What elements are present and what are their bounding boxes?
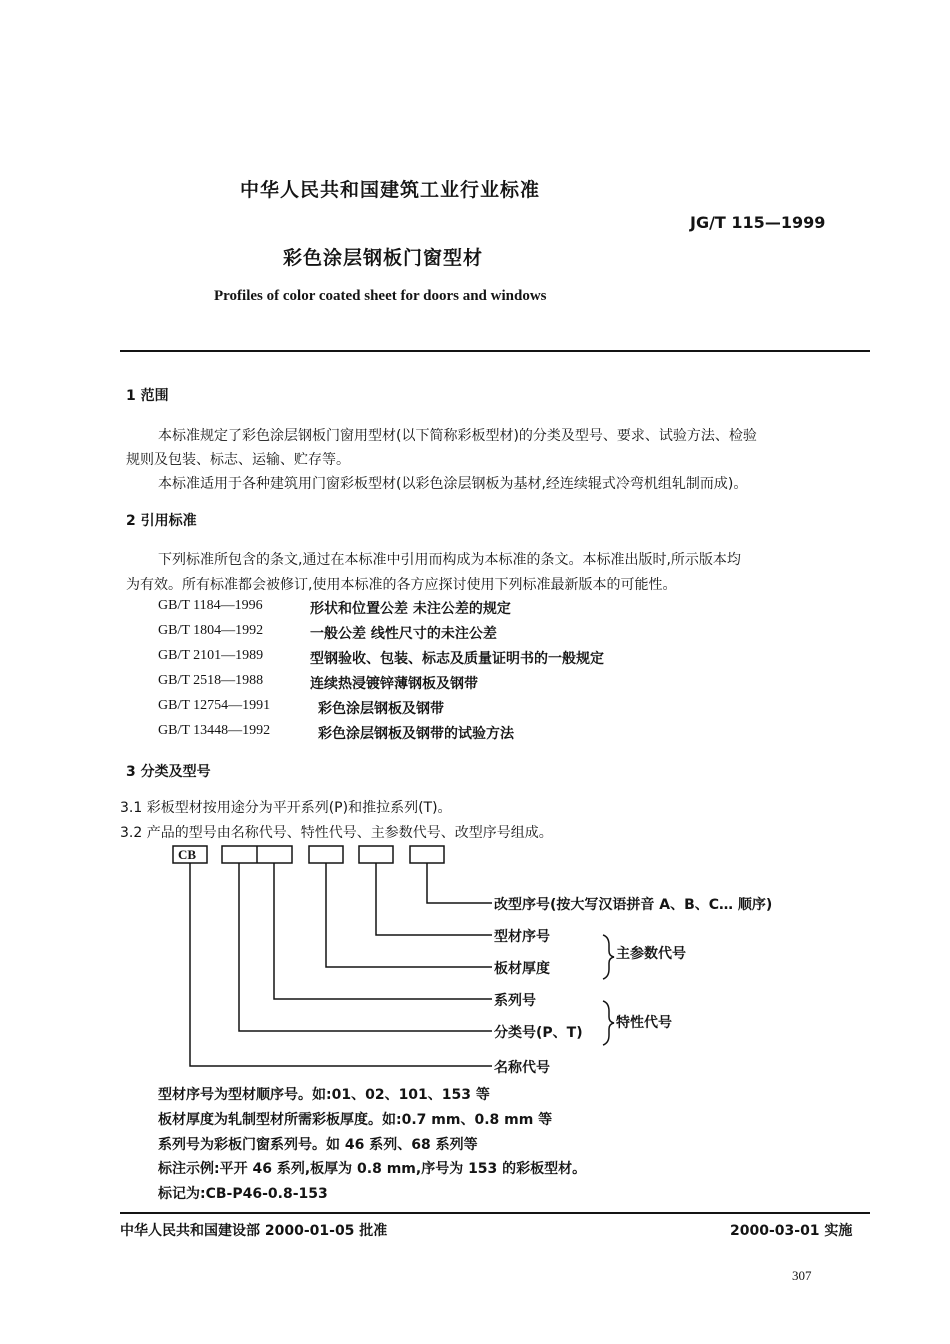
- english-title: Profiles of color coated sheet for doors and windows: [214, 288, 547, 304]
- section-1-para2: 本标准适用于各种建筑用门窗彩板型材(以彩色涂层钢板为基材,经连续辊式冷弯机组轧制而成)。: [158, 476, 748, 492]
- modification-box: [410, 846, 444, 863]
- document-title: 彩色涂层钢板门窗型材: [283, 247, 484, 269]
- section-1-heading: 1 范围: [126, 388, 169, 404]
- section-1-para1-line1: 本标准规定了彩色涂层钢板门窗用型材(以下简称彩板型材)的分类及型号、要求、试验方法、检验: [158, 428, 757, 444]
- cb-box-label: CB: [178, 847, 197, 862]
- ref-code: GB/T 1804—1992: [158, 623, 264, 638]
- note-line: 系列号为彩板门窗系列号。如 46 系列、68 系列等: [158, 1137, 478, 1153]
- ref-code: GB/T 12754—1991: [158, 698, 271, 713]
- label-main-params-group: 主参数代号: [616, 946, 686, 962]
- profile-box: [359, 846, 393, 863]
- ref-title: 一般公差 线性尺寸的未注公差: [310, 626, 497, 642]
- leader-name-code: [190, 863, 492, 1066]
- approval-line: 中华人民共和国建设部 2000-01-05 批准: [120, 1223, 388, 1239]
- section-1-para1-line2: 规则及包装、标志、运输、贮存等。: [126, 452, 350, 468]
- leader-series-no: [274, 863, 492, 999]
- ref-code: GB/T 13448—1992: [158, 723, 271, 738]
- section-3-heading: 3 分类及型号: [126, 764, 211, 780]
- standard-code: JG/T 115—1999: [690, 213, 826, 232]
- ref-code: GB/T 1184—1996: [158, 598, 263, 613]
- leader-thickness: [326, 863, 492, 967]
- note-line: 标注示例:平开 46 系列,板厚为 0.8 mm,序号为 153 的彩板型材。: [158, 1161, 587, 1177]
- note-line: 标记为:CB-P46-0.8-153: [158, 1186, 328, 1202]
- leader-modification: [427, 863, 492, 903]
- label-name-code: 名称代号: [494, 1060, 550, 1076]
- brace-main-params: [603, 935, 614, 979]
- section-2-heading: 2 引用标准: [126, 513, 197, 529]
- brace-features: [603, 1001, 614, 1045]
- section-2-para-line2: 为有效。所有标准都会被修订,使用本标准的各方应探讨使用下列标准最新版本的可能性。: [126, 577, 677, 593]
- section-2-para-line1: 下列标准所包含的条文,通过在本标准中引用而构成为本标准的条文。本标准出版时,所示版本均: [158, 552, 741, 568]
- footer-rule: [120, 1212, 870, 1214]
- note-line: 型材序号为型材顺序号。如:01、02、101、153 等: [158, 1087, 490, 1103]
- ref-title: 连续热浸镀锌薄钢板及钢带: [310, 676, 478, 692]
- page-number: 307: [792, 1268, 812, 1283]
- issuing-body-title: 中华人民共和国建筑工业行业标准: [240, 179, 541, 201]
- ref-code: GB/T 2101—1989: [158, 648, 264, 663]
- section-3-item2: 3.2 产品的型号由名称代号、特性代号、主参数代号、改型序号组成。: [120, 825, 553, 841]
- leader-class-no: [239, 863, 492, 1031]
- label-profile-no: 型材序号: [494, 929, 550, 945]
- ref-title: 彩色涂层钢板及钢带的试验方法: [318, 726, 514, 742]
- label-features-group: 特性代号: [616, 1015, 672, 1031]
- note-line: 板材厚度为轧制型材所需彩板厚度。如:0.7 mm、0.8 mm 等: [158, 1112, 553, 1128]
- label-sheet-thickness: 板材厚度: [494, 961, 550, 977]
- section-3-item1: 3.1 彩板型材按用途分为平开系列(P)和推拉系列(T)。: [120, 800, 452, 816]
- label-class-no: 分类号(P、T): [494, 1025, 583, 1041]
- label-modification-no: 改型序号(按大写汉语拼音 A、B、C… 顺序): [494, 897, 773, 913]
- ref-code: GB/T 2518—1988: [158, 673, 264, 688]
- ref-title: 形状和位置公差 未注公差的规定: [310, 601, 511, 617]
- leader-profile-no: [376, 863, 492, 935]
- ref-title: 彩色涂层钢板及钢带: [318, 701, 444, 717]
- label-series-no: 系列号: [494, 993, 536, 1009]
- implementation-line: 2000-03-01 实施: [730, 1223, 853, 1239]
- thickness-box: [309, 846, 343, 863]
- ref-title: 型钢验收、包装、标志及质量证明书的一般规定: [310, 651, 604, 667]
